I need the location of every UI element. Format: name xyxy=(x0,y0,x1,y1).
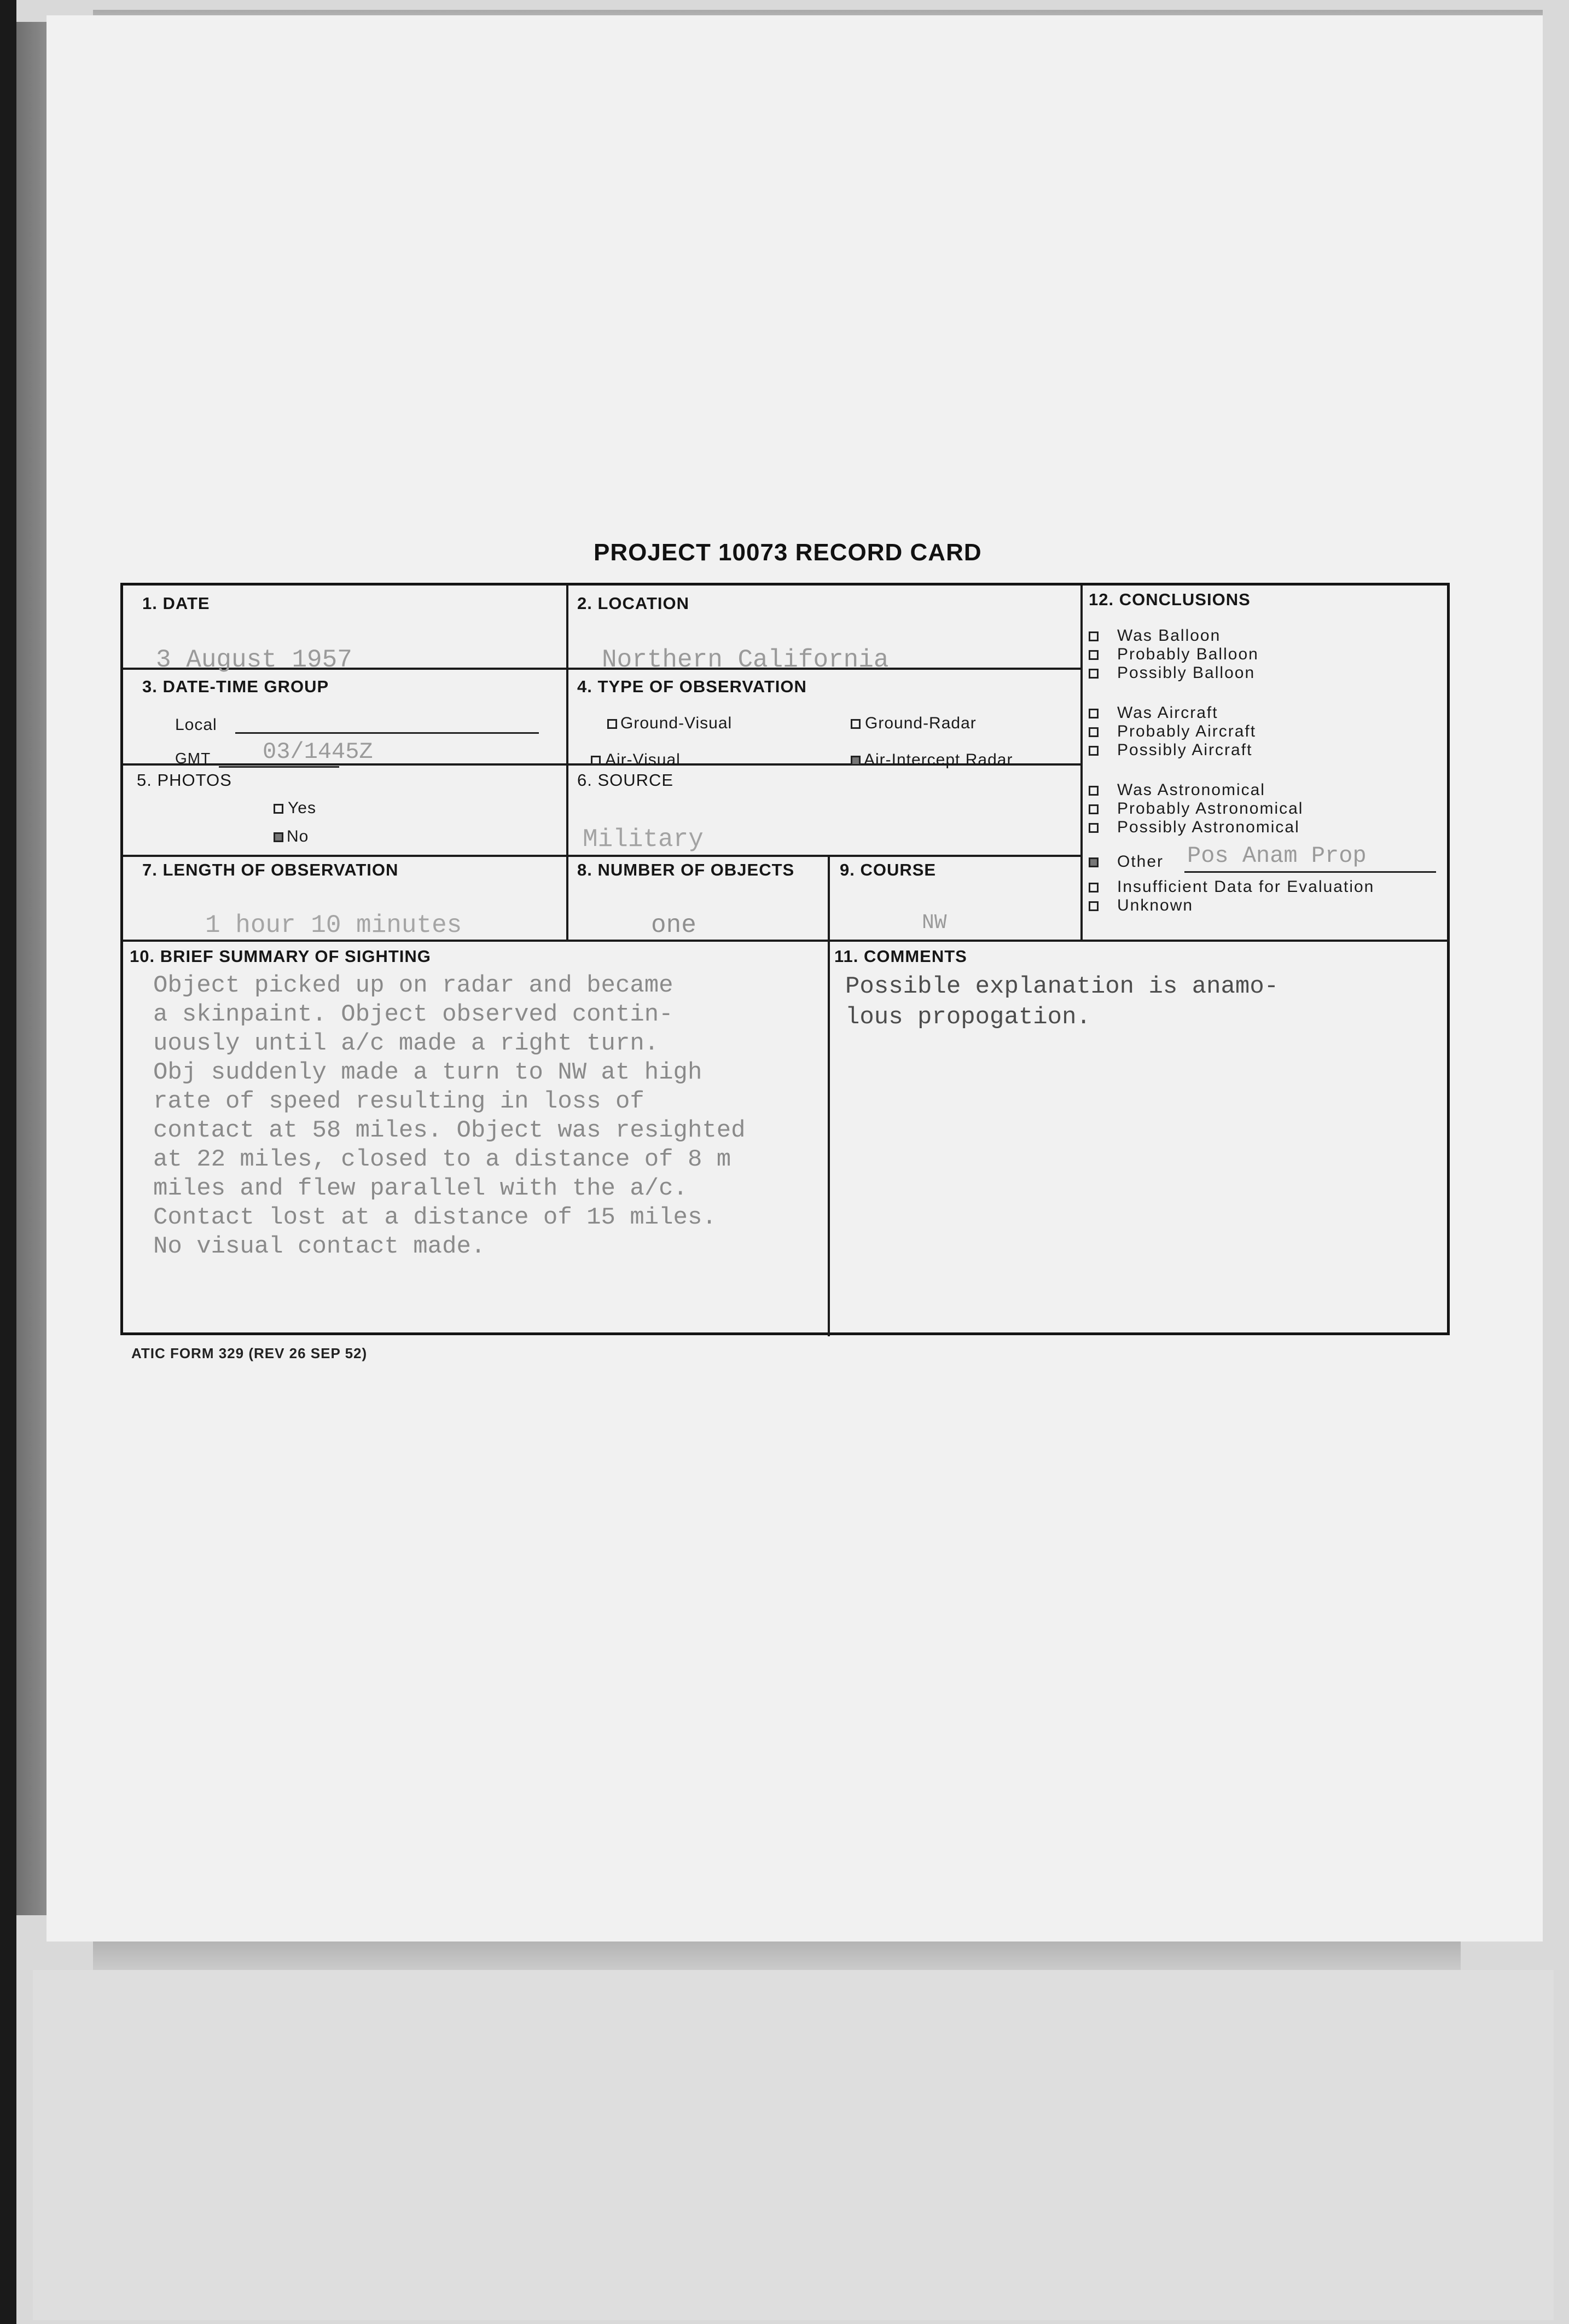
checkbox-icon xyxy=(851,719,861,729)
lower-sheet xyxy=(33,1970,1554,2320)
grid-line xyxy=(1080,586,1083,940)
conclusion-probably-aircraft[interactable]: Probably Aircraft xyxy=(1089,722,1256,741)
checkbox-icon xyxy=(1089,883,1099,892)
option-ground-visual[interactable]: Ground-Visual xyxy=(607,714,732,733)
date-time-group-label: 3. DATE-TIME GROUP xyxy=(142,677,329,696)
conclusion-other[interactable]: Other xyxy=(1089,853,1164,871)
number-of-objects-label: 8. NUMBER OF OBJECTS xyxy=(577,860,795,879)
conclusion-probably-astronomical[interactable]: Probably Astronomical xyxy=(1089,799,1303,818)
brief-summary-label: 10. BRIEF SUMMARY OF SIGHTING xyxy=(130,947,431,966)
checkbox-icon xyxy=(1089,901,1099,911)
gmt-value: 03/1445Z xyxy=(263,739,373,765)
checkbox-icon xyxy=(1089,650,1099,660)
conclusion-possibly-astronomical[interactable]: Possibly Astronomical xyxy=(1089,818,1300,837)
option-air-intercept-radar[interactable]: Air-Intercept Radar xyxy=(851,751,1013,769)
date-value: 3 August 1957 xyxy=(156,646,352,674)
location-value: Northern California xyxy=(602,646,889,674)
option-air-visual[interactable]: Air-Visual xyxy=(591,751,681,769)
option-photos-yes[interactable]: Yes xyxy=(274,799,316,818)
checkbox-icon xyxy=(1089,804,1099,814)
type-of-observation-label: 4. TYPE OF OBSERVATION xyxy=(577,677,807,696)
course-label: 9. COURSE xyxy=(840,860,937,879)
course-value: NW xyxy=(922,911,947,935)
grid-line xyxy=(828,855,830,1336)
date-label: 1. DATE xyxy=(142,594,210,613)
conclusion-possibly-balloon[interactable]: Possibly Balloon xyxy=(1089,664,1255,682)
local-underline xyxy=(235,732,539,734)
conclusion-was-astronomical[interactable]: Was Astronomical xyxy=(1089,781,1265,799)
comments-label: 11. COMMENTS xyxy=(834,947,967,966)
checkbox-checked-icon xyxy=(274,832,283,842)
conclusion-probably-balloon[interactable]: Probably Balloon xyxy=(1089,645,1259,664)
checkbox-icon xyxy=(607,719,617,729)
scan-edge xyxy=(0,0,16,2324)
gmt-label: GMT xyxy=(175,750,211,767)
length-label: 7. LENGTH OF OBSERVATION xyxy=(142,860,399,879)
checkbox-icon xyxy=(1089,709,1099,718)
location-label: 2. LOCATION xyxy=(577,594,690,613)
checkbox-checked-icon xyxy=(851,756,861,766)
option-ground-radar[interactable]: Ground-Radar xyxy=(851,714,977,733)
checkbox-icon xyxy=(1089,669,1099,679)
conclusion-insufficient-data[interactable]: Insufficient Data for Evaluation xyxy=(1089,878,1374,896)
checkbox-icon xyxy=(1089,746,1099,756)
conclusion-unknown[interactable]: Unknown xyxy=(1089,896,1193,915)
other-underline xyxy=(1184,871,1436,873)
grid-line xyxy=(123,855,1080,857)
checkbox-icon xyxy=(274,804,283,814)
conclusion-was-aircraft[interactable]: Was Aircraft xyxy=(1089,704,1218,722)
local-label: Local xyxy=(175,716,217,734)
card-title: PROJECT 10073 RECORD CARD xyxy=(594,539,982,566)
source-label: 6. SOURCE xyxy=(577,770,674,790)
checkbox-icon xyxy=(1089,631,1099,641)
conclusion-possibly-aircraft[interactable]: Possibly Aircraft xyxy=(1089,741,1252,760)
gmt-underline xyxy=(219,766,339,768)
grid-line xyxy=(566,586,568,940)
source-value: Military xyxy=(583,825,704,854)
grid-line xyxy=(123,940,1450,942)
checkbox-icon xyxy=(1089,786,1099,796)
conclusion-was-balloon[interactable]: Was Balloon xyxy=(1089,627,1221,645)
number-of-objects-value: one xyxy=(651,911,696,940)
length-value: 1 hour 10 minutes xyxy=(205,911,462,940)
option-photos-no[interactable]: No xyxy=(274,827,309,846)
checkbox-checked-icon xyxy=(1089,857,1099,867)
record-card xyxy=(120,583,1450,1335)
checkbox-icon xyxy=(1089,727,1099,737)
form-footer: ATIC FORM 329 (REV 26 SEP 52) xyxy=(131,1345,368,1361)
comments-text: Possible explanation is anamo- lous propogation. xyxy=(845,973,1279,1031)
brief-summary-text: Object picked up on radar and became a skinpaint. Object observed contin- uously until a/c made a right turn. Obj suddenly made a turn to NW at high rate of speed resulting in loss of contact at 58 miles. Object was resighted at 22 miles, closed to a distance of 8 m miles and flew parallel with the a/c. Contact lost at a distance of 15 miles. No visual contact made. xyxy=(153,972,746,1260)
checkbox-icon xyxy=(591,756,601,766)
checkbox-icon xyxy=(1089,823,1099,833)
photos-label: 5. PHOTOS xyxy=(137,770,232,790)
conclusion-other-value: Pos Anam Prop xyxy=(1187,843,1367,869)
conclusions-label: 12. CONCLUSIONS xyxy=(1089,590,1251,609)
